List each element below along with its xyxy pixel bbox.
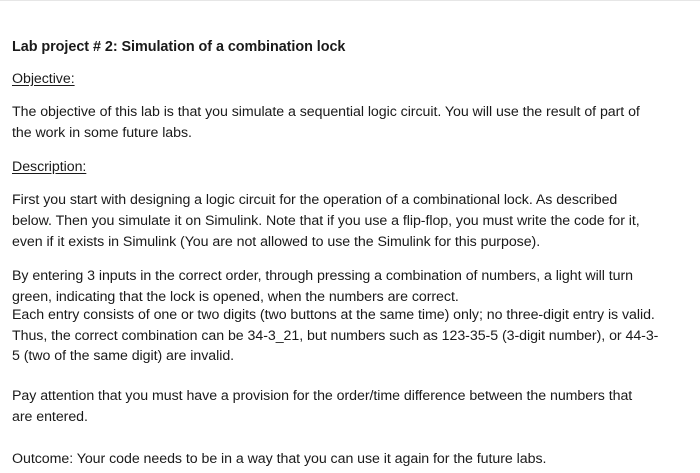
objective-text-line: the work in some future labs. (12, 125, 192, 141)
objective-text-line: The objective of this lab is that you simulate a sequential logic circuit. You will use the result of part of (12, 104, 640, 120)
description-paragraph-line: First you start with designing a logic circuit for the operation of a combinational lock. As described (12, 192, 618, 208)
outcome-text: Outcome: Your code needs to be in a way that you can use it again for the future labs. (12, 451, 547, 467)
description-paragraph-line: 5 (two of the same digit) are invalid. (12, 348, 235, 364)
description-paragraph-line: Pay attention that you must have a provision for the order/time difference between the numbers that (12, 388, 633, 404)
description-paragraph-line: Thus, the correct combination can be 34-3_21, but numbers such as 123-35-5 (3-digit number), or 44-3- (12, 328, 659, 344)
description-paragraph-line: even if it exists in Simulink (You are not allowed to use the Simulink for this purpose). (12, 234, 541, 250)
description-paragraph-line: below. Then you simulate it on Simulink. Note that if you use a flip-flop, you must write the code for it, (12, 213, 640, 229)
description-paragraph-line: are entered. (12, 409, 88, 425)
description-paragraph-line: green, indicating that the lock is opened, when the numbers are correct. (12, 289, 459, 305)
description-paragraph-line: Each entry consists of one or two digits (two buttons at the same time) only; no three-digit entry is valid. (12, 307, 655, 323)
description-heading: Description: (12, 159, 87, 175)
document-title: Lab project # 2: Simulation of a combination lock (12, 39, 346, 55)
objective-heading: Objective: (12, 71, 75, 87)
description-paragraph-line: By entering 3 inputs in the correct order, through pressing a combination of numbers, a light will turn (12, 268, 634, 284)
